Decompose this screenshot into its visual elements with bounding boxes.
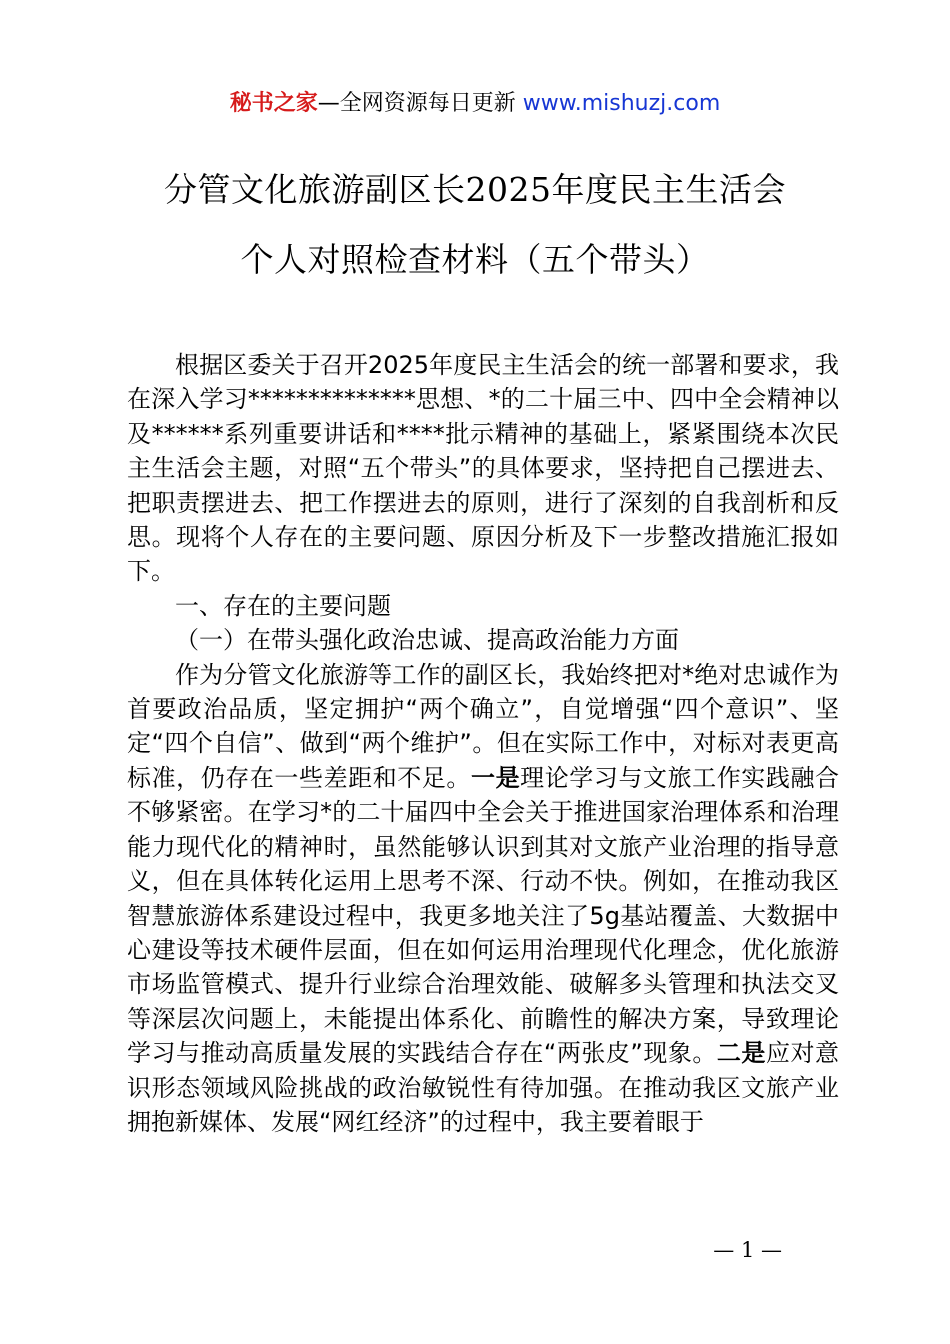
document-title-line-1: 分管文化旅游副区长2025年度民主生活会 [164,170,786,209]
paragraph-text: 理论学习与文旅工作实践融合不够紧密。在学习*的二十届四中全会关于推进国家治理体系和治理能力现代化的精神时，虽然能够认识到其对文旅产业治理的指导意义，但在具体转化运用上思考不深、行动不快。例如，在推动我区智慧旅游体系建设过程中，我更多地关注了5g基站覆盖、大数据中心建设等技术硬件层面，但在如何运用治理现代化理念，优化旅游市场监管模式、提升行业综合治理效能、破解多头管理和执法交叉等深层次问题上，未能提出体系化、前瞻性的解决方案，导致理论学习与推动高质量发展的实践结合存在“两张皮”现象。 [127,763,840,1068]
site-header [0,86,950,122]
site-tagline: —全网资源每日更新 [317,91,523,116]
section-heading-1: 一、存在的主要问题 [175,591,391,620]
paragraph-text: 应对意识形态领域风险挑战的政治敏锐性有待加强。在推动我区文旅产业拥抱新媒体、发展“网红经济”的过程中，我主要着眼于 [127,1039,839,1136]
document-body [127,348,839,1139]
emphasis-first: 一是 [471,763,521,792]
page-number: — 1 — [713,1238,782,1262]
emphasis-second: 二是 [716,1039,766,1068]
paragraph-text: 作为分管文化旅游等工作的副区长，我始终把对*绝对忠诚作为首要政治品质，坚定拥护“两个确立”，自觉增强“四个意识”、坚定“四个自信”、做到“两个维护”。但在实际工作中，对标对表更高标准，仍存在一些差距和不足。 [127,660,839,792]
intro-paragraph: 根据区委关于召开2025年度民主生活会的统一部署和要求，我在深入学习**************思想、*的二十届三中、四中全会精神以及******系列重要讲话和****批示精神的基础上，紧紧围绕本次民主生活会主题，对照“五个带头”的具体要求，坚持把自己摆进去、把职责摆进去、把工作摆进去的原则，进行了深刻的自我剖析和反思。现将个人存在的主要问题、原因分析及下一步整改措施汇报如下。 [127,351,839,586]
site-url: www.mishuzj.com [522,91,721,116]
page-footer [0,1238,950,1262]
body-paragraph-3 [127,658,839,1140]
document-title-line-2: 个人对照检查材料（五个带头） [240,240,710,279]
section-heading-2: （一）在带头强化政治忠诚、提高政治能力方面 [175,626,679,655]
site-brand: 秘书之家 [229,91,318,116]
